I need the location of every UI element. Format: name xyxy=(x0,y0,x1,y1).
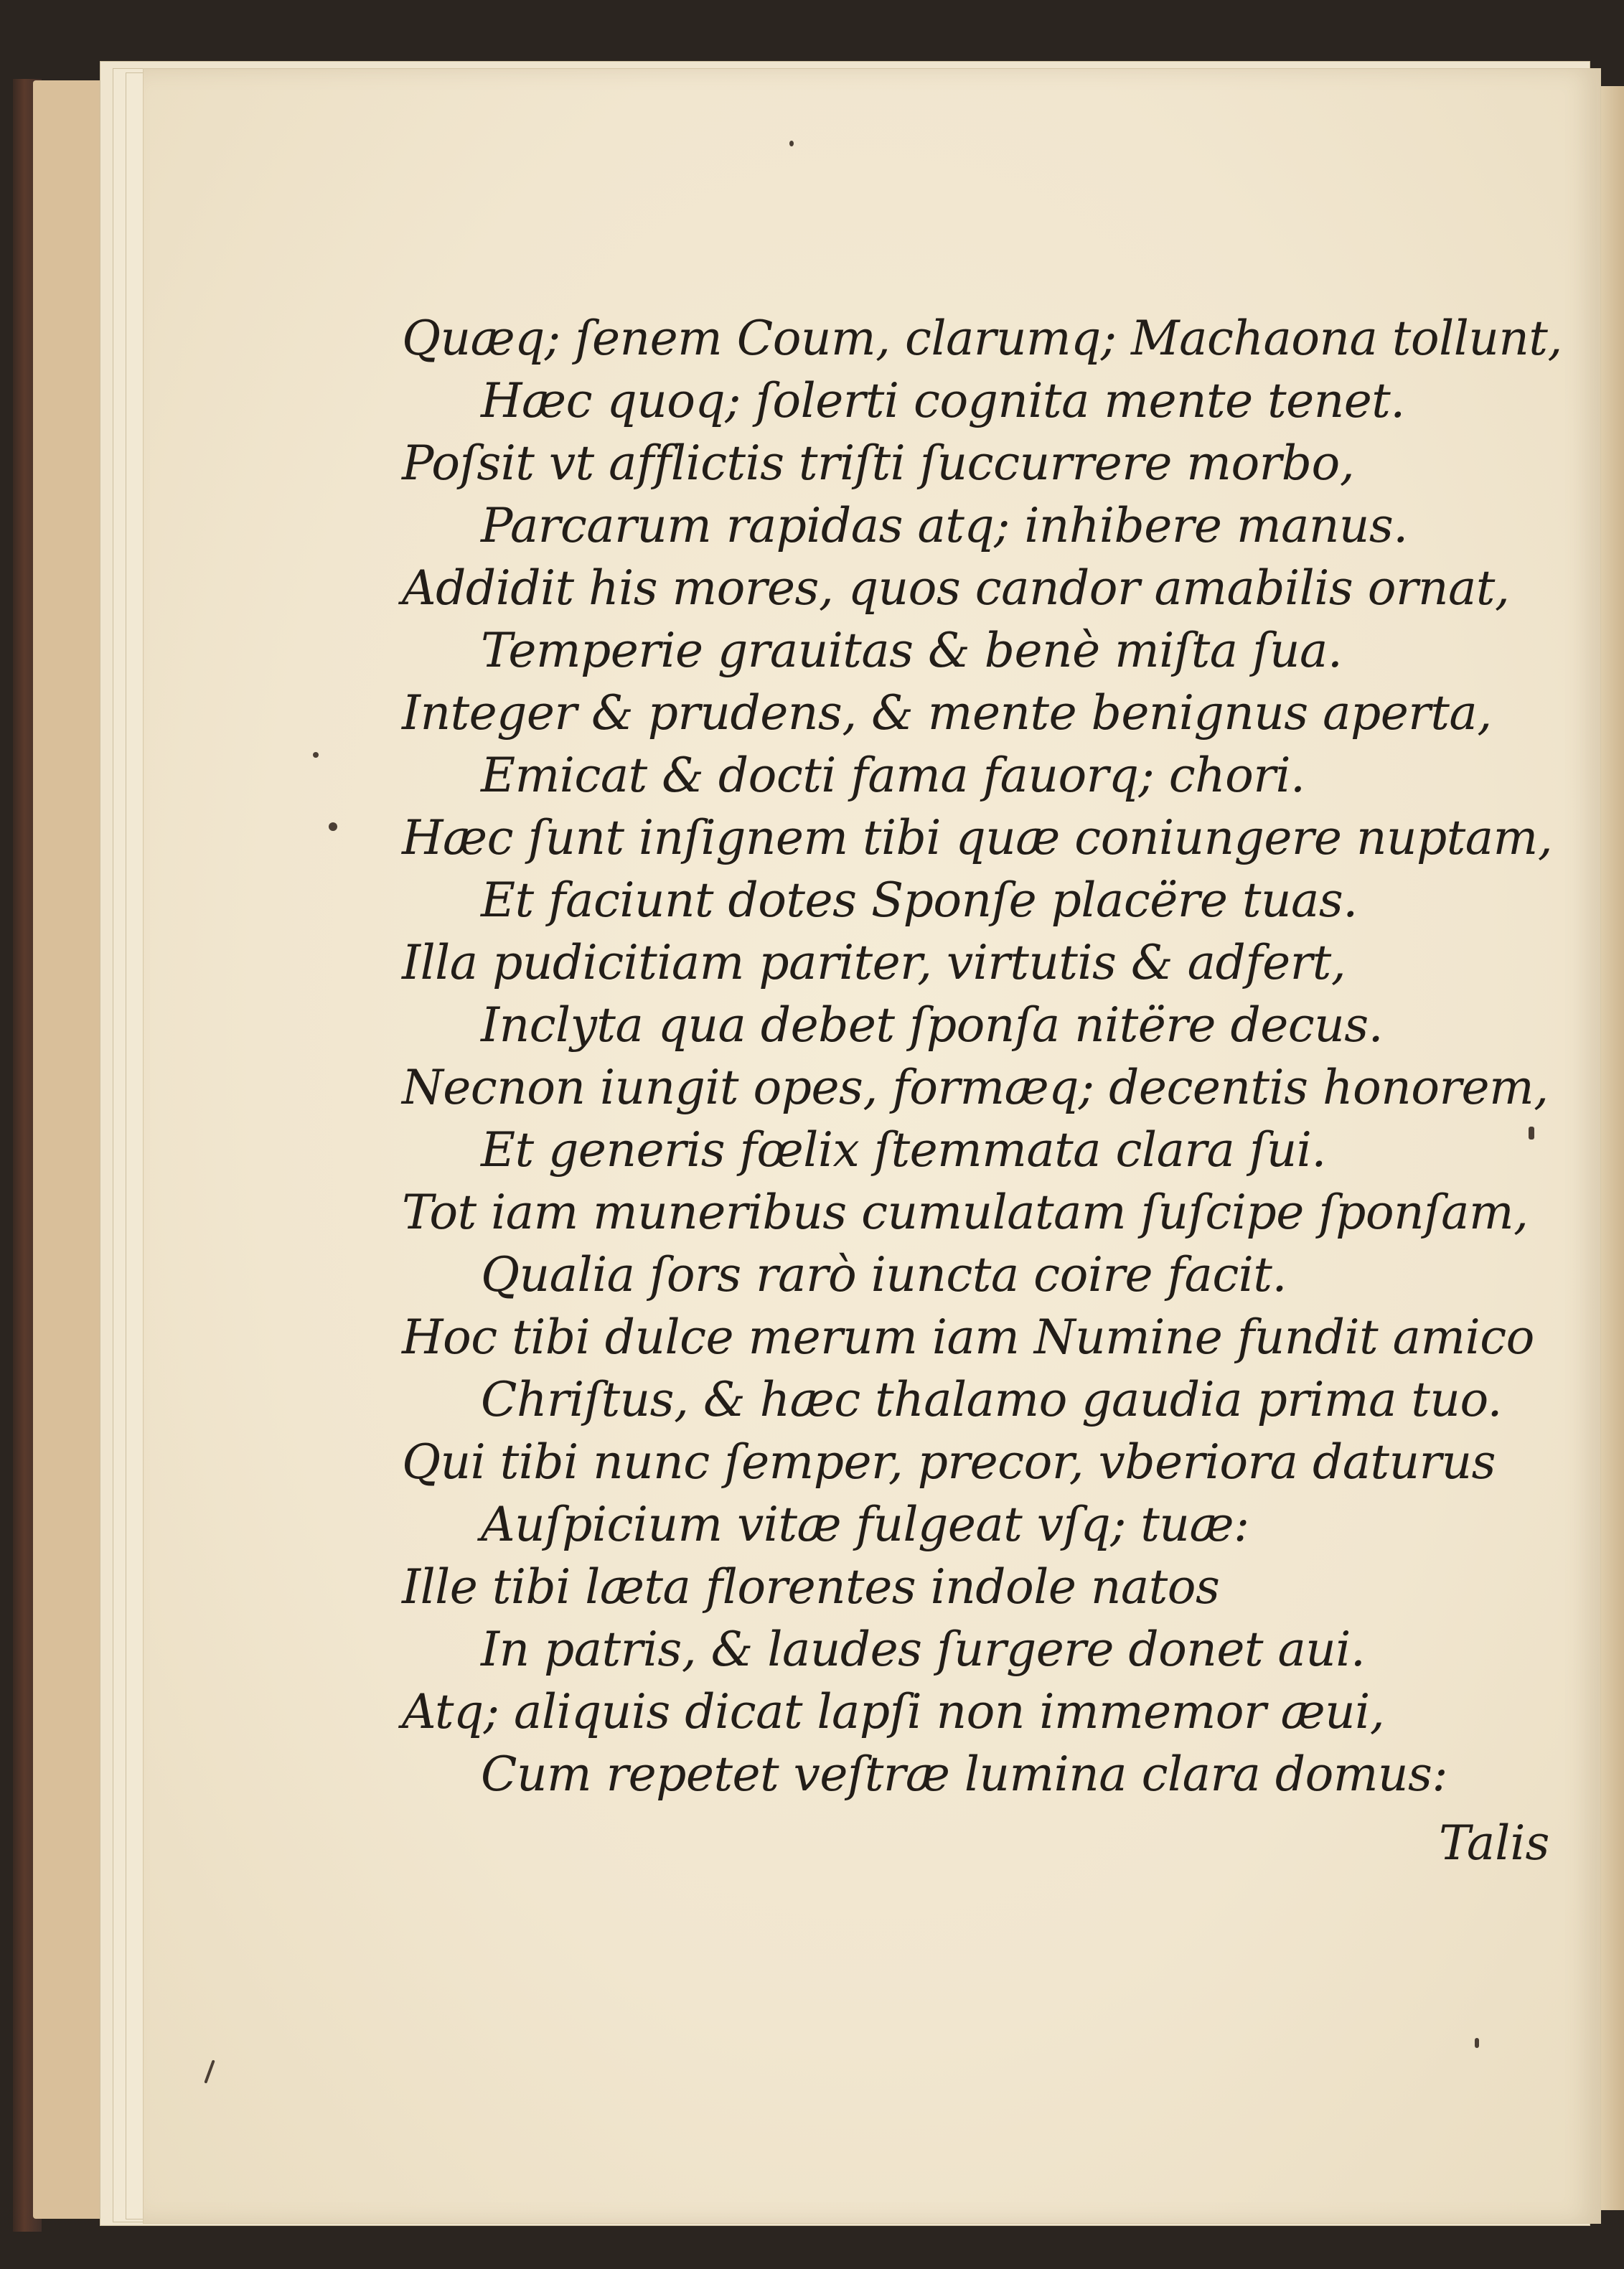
verse-line: Chriſtus, & hæc thalamo gaudia prima tuo. xyxy=(481,1372,1502,1427)
verse-line: Necnon iungit opes, formæq; decentis honorem, xyxy=(402,1060,1549,1115)
verse-line: Atq; aliquis dicat lapſi non immemor æui, xyxy=(402,1684,1385,1739)
verse-line: Cum repetet veſtræ lumina clara domus: xyxy=(481,1747,1448,1802)
verse-line: Emicat & docti fama fauorq; chori. xyxy=(481,748,1305,803)
ink-speck xyxy=(1529,1127,1534,1140)
verse-line: Ille tibi læta florentes indole natos xyxy=(402,1559,1220,1615)
verse-line: Addidit his mores, quos candor amabilis ornat, xyxy=(402,560,1510,616)
verse-line: Integer & prudens, & mente benignus aperta, xyxy=(402,685,1492,741)
verse-line: Illa pudicitiam pariter, virtutis & adfert, xyxy=(402,935,1346,990)
ink-speck xyxy=(789,141,794,146)
verse-line: Qui tibi nunc ſemper, precor, vberiora daturus xyxy=(402,1434,1496,1490)
verse-line: Quæq; ſenem Coum, clarumq; Machaona tollunt, xyxy=(402,311,1562,366)
ink-speck xyxy=(1475,2038,1479,2048)
verse-line: Inclyta qua debet ſponſa nitëre decus. xyxy=(481,997,1384,1053)
poem-text xyxy=(402,307,1562,1805)
verse-line: Hæc ſunt inſignem tibi quæ coniungere nuptam, xyxy=(402,810,1553,865)
verse-line: In patris, & laudes ſurgere donet aui. xyxy=(481,1622,1366,1677)
verse-line: Hoc tibi dulce merum iam Numine fundit amico xyxy=(402,1310,1534,1365)
catchword: Talis xyxy=(1439,1815,1550,1871)
verse-line: Hæc quoq; ſolerti cognita mente tenet. xyxy=(481,373,1405,428)
verse-line: Et faciunt dotes Sponſe placëre tuas. xyxy=(481,873,1358,928)
verse-line: Tot iam muneribus cumulatam ſuſcipe ſponſam, xyxy=(402,1185,1529,1240)
verse-line: Temperie grauitas & benè miſta ſua. xyxy=(481,623,1343,678)
verse-line: Poſsit vt afflictis triſti ſuccurrere morbo, xyxy=(402,436,1355,491)
verse-line: Et generis fœlix ſtemmata clara ſui. xyxy=(481,1122,1326,1178)
verse-line: Parcarum rapidas atq; inhibere manus. xyxy=(481,498,1408,553)
ink-speck xyxy=(329,822,337,831)
verse-line: Auſpicium vitæ fulgeat vſq; tuæ: xyxy=(481,1497,1249,1552)
ink-speck xyxy=(313,752,319,758)
facing-page-edge xyxy=(1597,86,1624,2210)
verse-line: Qualia ſors rarò iuncta coire facit. xyxy=(481,1247,1287,1302)
